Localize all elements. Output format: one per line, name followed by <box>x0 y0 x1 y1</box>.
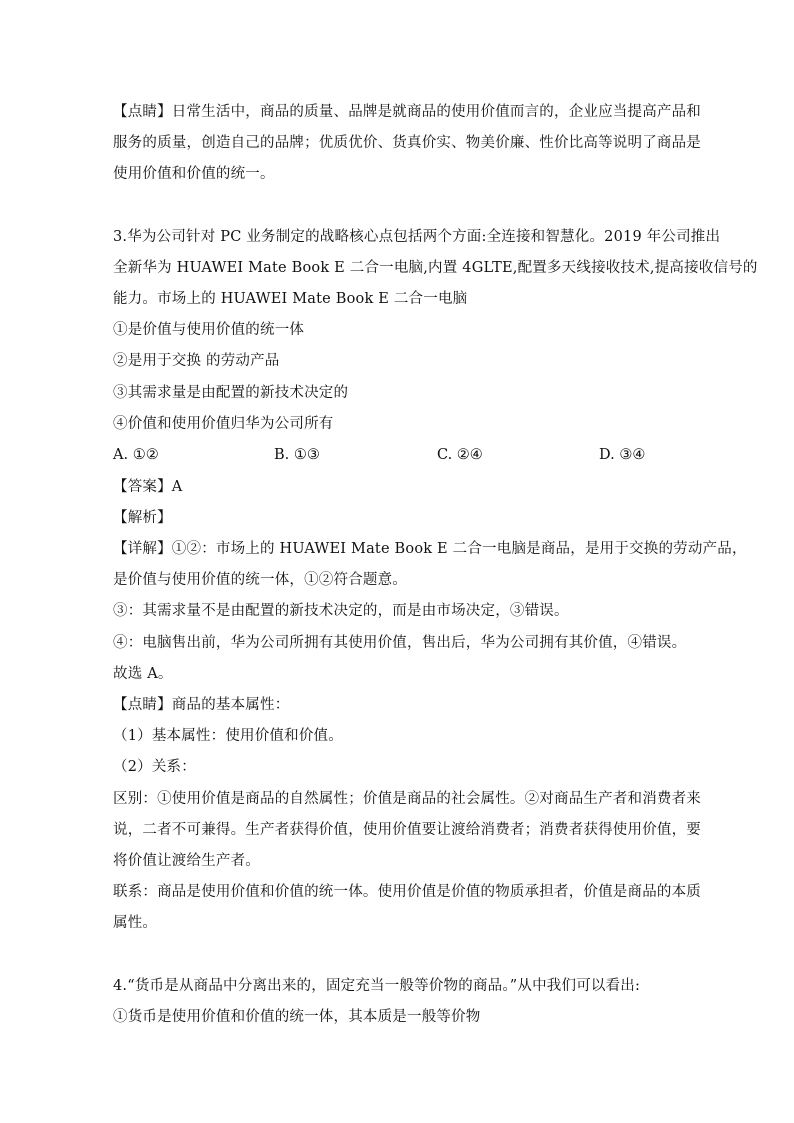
q3-option-d: D. ③④ <box>599 447 646 463</box>
q3-tip-line-7: 联系：商品是使用价值和价值的统一体。使用价值是价值的物质承担者，价值是商品的本质 <box>113 884 701 900</box>
q3-detail-line-2: 是价值与使用价值的统一体，①②符合题意。 <box>113 572 407 588</box>
q3-tip-line-1: 【点睛】商品的基本属性： <box>113 697 290 713</box>
q3-detail-line-3: ③：其需求量不是由配置的新技术决定的，而是由市场决定，③错误。 <box>113 603 569 619</box>
q3-option-b: B. ①③ <box>274 447 320 463</box>
q3-tip-line-3: （2）关系： <box>113 759 196 775</box>
q3-option-a: A. ①② <box>113 447 159 463</box>
q3-detail-line-4: ④：电脑售出前，华为公司所拥有其使用价值，售出后，华为公司拥有其价值，④错误。 <box>113 635 687 651</box>
q3-stem-line-3: 能力。市场上的 HUAWEI Mate Book E 二合一电脑 <box>113 291 468 307</box>
q3-statement-2: ②是用于交换 的劳动产品 <box>113 353 280 369</box>
q3-tip-line-4: 区别：①使用价值是商品的自然属性；价值是商品的社会属性。②对商品生产者和消费者来 <box>113 791 701 807</box>
q3-statement-1: ①是价值与使用价值的统一体 <box>113 322 305 338</box>
prev-tip-line-3: 使用价值和价值的统一。 <box>113 166 275 182</box>
prev-tip-line-1: 【点睛】日常生活中，商品的质量、品牌是就商品的使用价值而言的，企业应当提高产品和 <box>113 104 701 120</box>
q3-analysis-label: 【解析】 <box>113 510 172 526</box>
q3-answer: 【答案】A <box>113 479 183 495</box>
q4-stem-line-1: 4.“货币是从商品中分离出来的，固定充当一般等价物的商品。”从中我们可以看出: <box>113 978 641 994</box>
q3-tip-line-2: （1）基本属性：使用价值和价值。 <box>113 728 343 744</box>
q3-tip-line-5: 说，二者不可兼得。生产者获得价值，使用价值要让渡给消费者；消费者获得使用价值，要 <box>113 822 701 838</box>
q3-detail-line-1: 【详解】①②：市场上的 HUAWEI Mate Book E 二合一电脑是商品，是用于交换的劳动产品， <box>113 541 747 557</box>
q3-tip-line-6: 将价值让渡给生产者。 <box>113 853 260 869</box>
q3-option-c: C. ②④ <box>437 447 483 463</box>
q3-stem-line-2: 全新华为 HUAWEI Mate Book E 二合一电脑,内置 4GLTE,配置多天线接收技术,提高接收信号的 <box>113 260 758 276</box>
q4-stem-line-2: ①货币是使用价值和价值的统一体，其本质是一般等价物 <box>113 1009 481 1025</box>
q3-detail-line-5: 故选 A。 <box>113 666 173 682</box>
q3-stem-line-1: 3.华为公司针对 PC 业务制定的战略核心点包括两个方面:全连接和智慧化。2019 年公司推出 <box>113 229 721 245</box>
prev-tip-line-2: 服务的质量，创造自己的品牌；优质优价、货真价实、物美价廉、性价比高等说明了商品是 <box>113 135 701 151</box>
q3-statement-3: ③其需求量是由配置的新技术决定的 <box>113 385 349 401</box>
q3-statement-4: ④价值和使用价值归华为公司所有 <box>113 416 334 432</box>
q3-tip-line-8: 属性。 <box>113 915 158 931</box>
